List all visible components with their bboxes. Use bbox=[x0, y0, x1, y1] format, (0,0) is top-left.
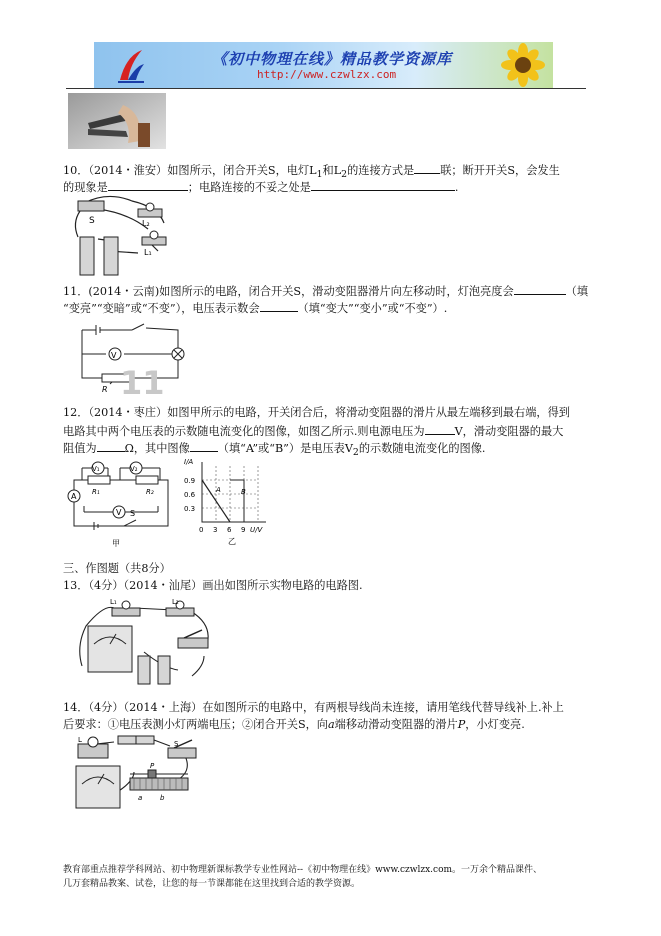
bulb-icon bbox=[150, 231, 158, 239]
label-a: A bbox=[71, 492, 77, 501]
bulb-icon bbox=[146, 203, 154, 211]
header-rule bbox=[66, 88, 586, 89]
q12-text: 阻值为 bbox=[63, 442, 97, 455]
label-r1: R₁ bbox=[92, 488, 100, 496]
sunflower-icon bbox=[489, 42, 553, 88]
q13-text: 13．（4分）（2014・汕尾）画出如图所示实物电路的电路图. bbox=[63, 579, 363, 592]
q12-sub: 2 bbox=[352, 447, 359, 459]
bulb-icon bbox=[122, 601, 130, 609]
footer-line2: 几万套精品教案、试卷，让您的每一节课都能在这里找到合适的教学资源。 bbox=[63, 879, 361, 889]
q11-text: （填“变大”“变小”或“不变”）. bbox=[297, 302, 448, 315]
q14-circuit-figure bbox=[74, 732, 204, 816]
answer-blank[interactable] bbox=[514, 282, 566, 295]
rheostat-icon bbox=[130, 778, 188, 790]
label-v1: V₁ bbox=[92, 465, 100, 473]
label-v2: V₂ bbox=[130, 465, 138, 473]
answer-blank[interactable] bbox=[311, 178, 455, 191]
label-l1: L₁ bbox=[110, 598, 117, 606]
answer-blank[interactable] bbox=[260, 299, 298, 312]
q10-text: 和L bbox=[322, 164, 342, 177]
q12-text: 的示数随电流变化的图像. bbox=[358, 442, 486, 455]
graph-label-b: B bbox=[241, 488, 246, 496]
label-a: a bbox=[138, 794, 143, 802]
battery-icon bbox=[80, 237, 94, 275]
banner-url: http://www.czwlzx.com bbox=[257, 68, 397, 81]
label-s: S bbox=[89, 216, 95, 226]
graph-label-a: A bbox=[216, 486, 221, 494]
banner-title: 《初中物理在线》精品教学资源库 bbox=[212, 50, 453, 68]
q12-text: Ω，其中图像 bbox=[124, 442, 190, 455]
q10-sub-1: 1 bbox=[316, 169, 323, 181]
q12-line2 bbox=[63, 422, 563, 440]
q11-line1 bbox=[63, 282, 588, 300]
answer-blank[interactable] bbox=[190, 439, 218, 452]
slider-icon bbox=[148, 770, 156, 778]
q11-text: （填 bbox=[565, 285, 589, 298]
label-l2: L₂ bbox=[142, 219, 150, 228]
battery-icon bbox=[138, 656, 150, 684]
voltmeter-icon bbox=[76, 766, 120, 808]
q12-circuit-jia bbox=[64, 458, 174, 550]
label-l: L bbox=[78, 736, 82, 744]
answer-blank[interactable] bbox=[97, 439, 125, 452]
q12-line1: 12．（2014・枣庄）如图甲所示的电路，开关闭合后，将滑动变阻器的滑片从最左端移到最右端，得到 bbox=[63, 406, 570, 419]
q10-sub-2: 2 bbox=[341, 169, 348, 181]
q12-text: （填“A”或“B”）是电压表V bbox=[217, 442, 353, 455]
footer-line1: 教育部重点推荐学科网站、初中物理新课标教学专业性网站--《初中物理在线》www.czwlzx.com。一万余个精品课件、 bbox=[63, 865, 543, 875]
graph-xtick: 3 bbox=[213, 526, 218, 534]
q12-text: 电路其中两个电压表的示数随电流变化的图像，如图乙所示.则电源电压为 bbox=[63, 425, 425, 438]
switch-icon bbox=[178, 638, 208, 648]
q10-text: 的现象是 bbox=[63, 181, 108, 194]
q10-text: 联；断开开关S，会发生 bbox=[440, 164, 560, 177]
switch-base bbox=[78, 201, 104, 211]
label-v: V bbox=[116, 508, 122, 517]
battery-icon bbox=[104, 237, 118, 275]
graph-line-b bbox=[230, 480, 244, 522]
label-jia: 甲 bbox=[112, 539, 120, 548]
q14-var-a: a bbox=[327, 718, 335, 731]
label-p: P bbox=[150, 762, 155, 770]
q13-circuit-figure bbox=[74, 596, 222, 688]
graph-ytick: 0.9 bbox=[184, 477, 196, 485]
q10-text: 的连接方式是 bbox=[347, 164, 415, 177]
label-s: S bbox=[174, 740, 179, 748]
q12-text: V，滑动变阻器的最大 bbox=[454, 425, 564, 438]
answer-blank[interactable] bbox=[414, 161, 440, 174]
graph-xtick: 0 bbox=[199, 526, 204, 534]
q14-text: 端移动滑动变阻器的滑片 bbox=[334, 718, 458, 731]
label-r2: R₂ bbox=[146, 488, 154, 496]
graph-xtick: 6 bbox=[227, 526, 232, 534]
meter-icon bbox=[88, 626, 132, 672]
q11-circuit-figure bbox=[72, 318, 192, 394]
bulb-icon bbox=[88, 737, 98, 747]
switch-icon bbox=[168, 748, 196, 758]
watermark-text: 11 bbox=[120, 364, 165, 394]
label-r: R bbox=[102, 385, 108, 394]
q12-graph-yi bbox=[184, 456, 272, 550]
graph-ylabel: I/A bbox=[184, 458, 194, 466]
battery-icon bbox=[158, 656, 170, 684]
q14-text: ，小灯变亮. bbox=[465, 718, 525, 731]
q10-text: ；电路连接的不妥之处是 bbox=[187, 181, 311, 194]
battery-icon bbox=[118, 736, 136, 744]
answer-blank[interactable] bbox=[425, 422, 455, 435]
answer-blank[interactable] bbox=[108, 178, 188, 191]
label-s: S bbox=[130, 509, 136, 518]
label-l1: L₁ bbox=[144, 248, 152, 257]
graph-ytick: 0.6 bbox=[184, 491, 196, 499]
header-banner bbox=[94, 42, 553, 88]
section-title: 三、作图题（共8分） bbox=[63, 562, 171, 575]
q10-circuit-figure bbox=[68, 193, 178, 279]
q14-var-p: P bbox=[457, 718, 466, 731]
label-b: b bbox=[160, 794, 165, 802]
logo-icon bbox=[116, 46, 146, 84]
q10-text: 10．（2014・淮安）如图所示，闭合开关S，电灯L bbox=[63, 164, 317, 177]
graph-xlabel: U/V bbox=[250, 526, 263, 534]
q11-text: 11．(2014・云南)如图所示的电路，闭合开关S，滑动变阻器滑片向左移动时，灯泡亮度会 bbox=[63, 285, 514, 298]
q11-line2 bbox=[63, 299, 447, 317]
q10-text: . bbox=[454, 181, 459, 194]
q14-line2 bbox=[63, 717, 525, 733]
pliers-photo bbox=[68, 93, 166, 149]
label-v: V bbox=[111, 351, 117, 360]
label-yi: 乙 bbox=[228, 537, 236, 546]
graph-ytick: 0.3 bbox=[184, 505, 196, 513]
q14-line1: 14．（4分）（2014・上海）在如图所示的电路中，有两根导线尚未连接，请用笔线代替导线补上.补上 bbox=[63, 701, 564, 714]
graph-xtick: 9 bbox=[241, 526, 246, 534]
battery-icon bbox=[136, 736, 154, 744]
q14-text: 后要求：①电压表测小灯两端电压；②闭合开关S，向 bbox=[63, 718, 328, 731]
label-l2: L₂ bbox=[172, 598, 179, 606]
q11-text: “变亮”“变暗”或“不变”），电压表示数会 bbox=[63, 302, 260, 315]
